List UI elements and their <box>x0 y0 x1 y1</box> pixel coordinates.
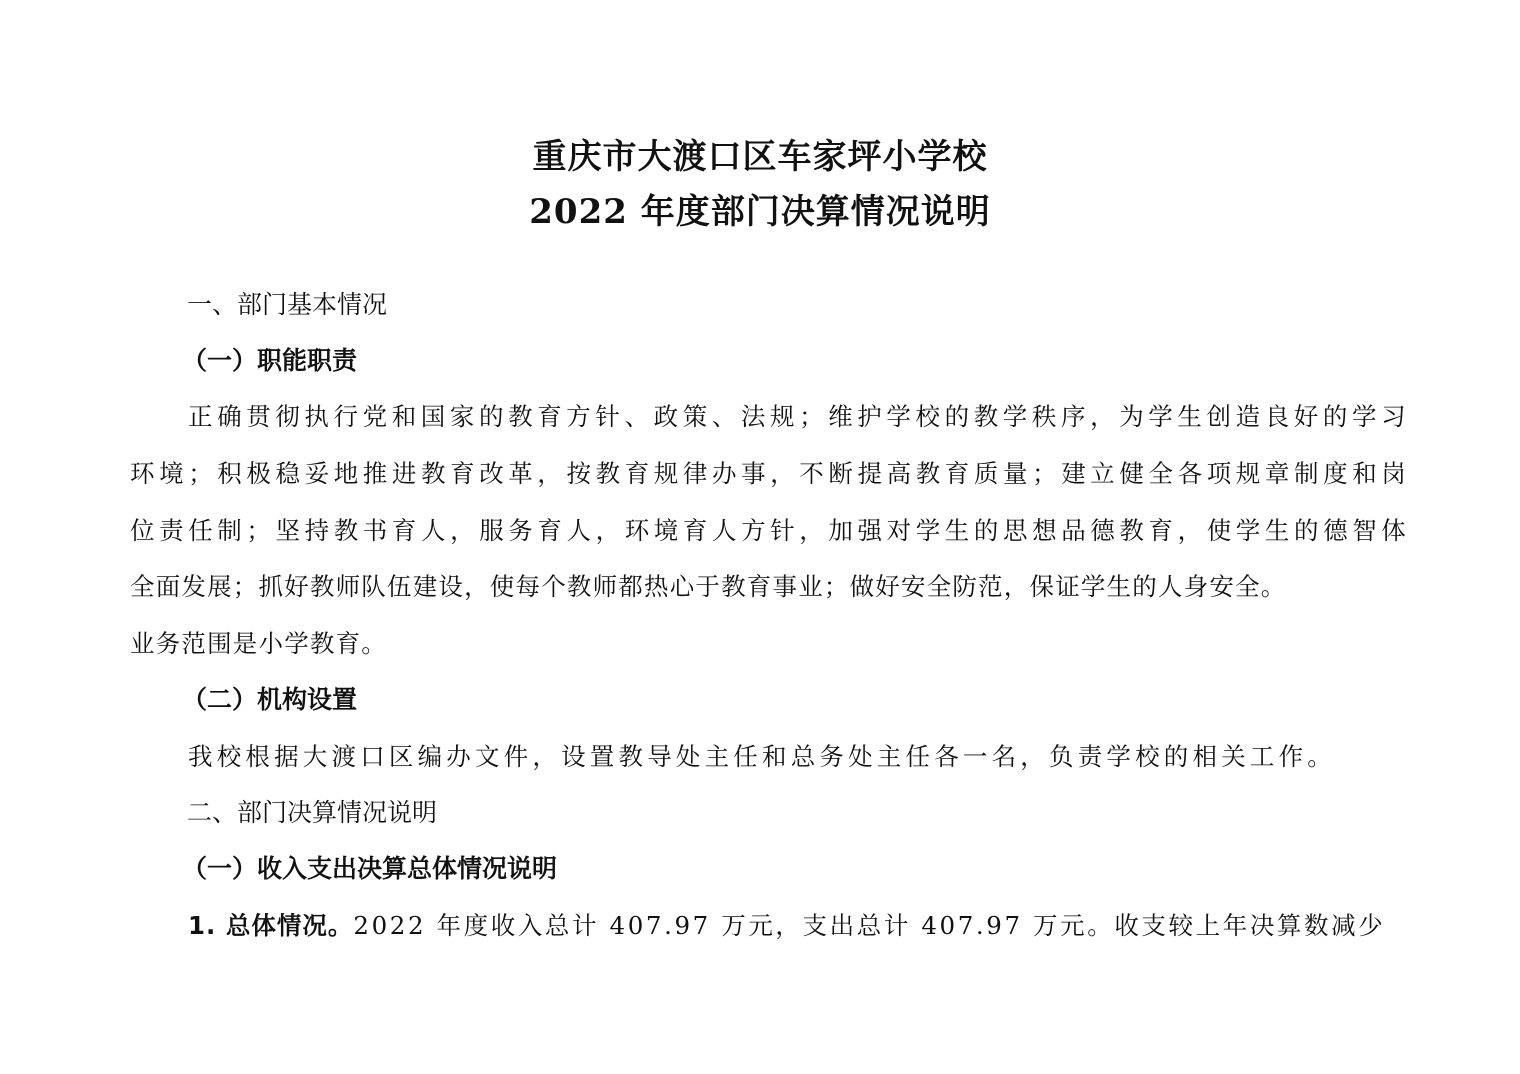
section1-sub1-heading: （一）职能职责 <box>182 346 358 375</box>
section2-sub1-heading: （一）收入支出决算总体情况说明 <box>182 854 558 883</box>
section2-heading: 二、部门决算情况说明 <box>187 798 438 827</box>
paragraph-line: 全面发展；抓好教师队伍建设，使每个教师都热心于教育事业；做好安全防范，保证学生的人身安全。 <box>130 572 1287 601</box>
paragraph-line: 环境；积极稳妥地推进教育改革，按教育规律办事，不断提高教育质量；建立健全各项规章制度和岗 <box>130 459 1411 488</box>
section1-sub2-heading: （二）机构设置 <box>182 685 358 714</box>
paragraph-line <box>188 909 1385 943</box>
section1-heading: 一、部门基本情况 <box>187 290 388 319</box>
item-text: 2022 年度收入总计 407.97 万元，支出总计 407.97 万元。收支较上年决算数减少 <box>353 911 1386 940</box>
document-title-line1: 重庆市大渡口区车家坪小学校 <box>532 137 988 177</box>
paragraph-line: 正确贯彻执行党和国家的教育方针、政策、法规；维护学校的教学秩序，为学生创造良好的学习 <box>188 402 1411 431</box>
paragraph-line: 我校根据大渡口区编办文件，设置教导处主任和总务处主任各一名，负责学校的相关工作。 <box>188 742 1336 771</box>
paragraph-line: 业务范围是小学教育。 <box>130 629 387 658</box>
paragraph-line: 位责任制；坚持教书育人，服务育人，环境育人方针，加强对学生的思想品德教育，使学生的德智体 <box>130 516 1411 545</box>
document-title-line2: 2022 年度部门决算情况说明 <box>529 192 991 232</box>
item-label: 1. 总体情况。 <box>188 911 354 940</box>
